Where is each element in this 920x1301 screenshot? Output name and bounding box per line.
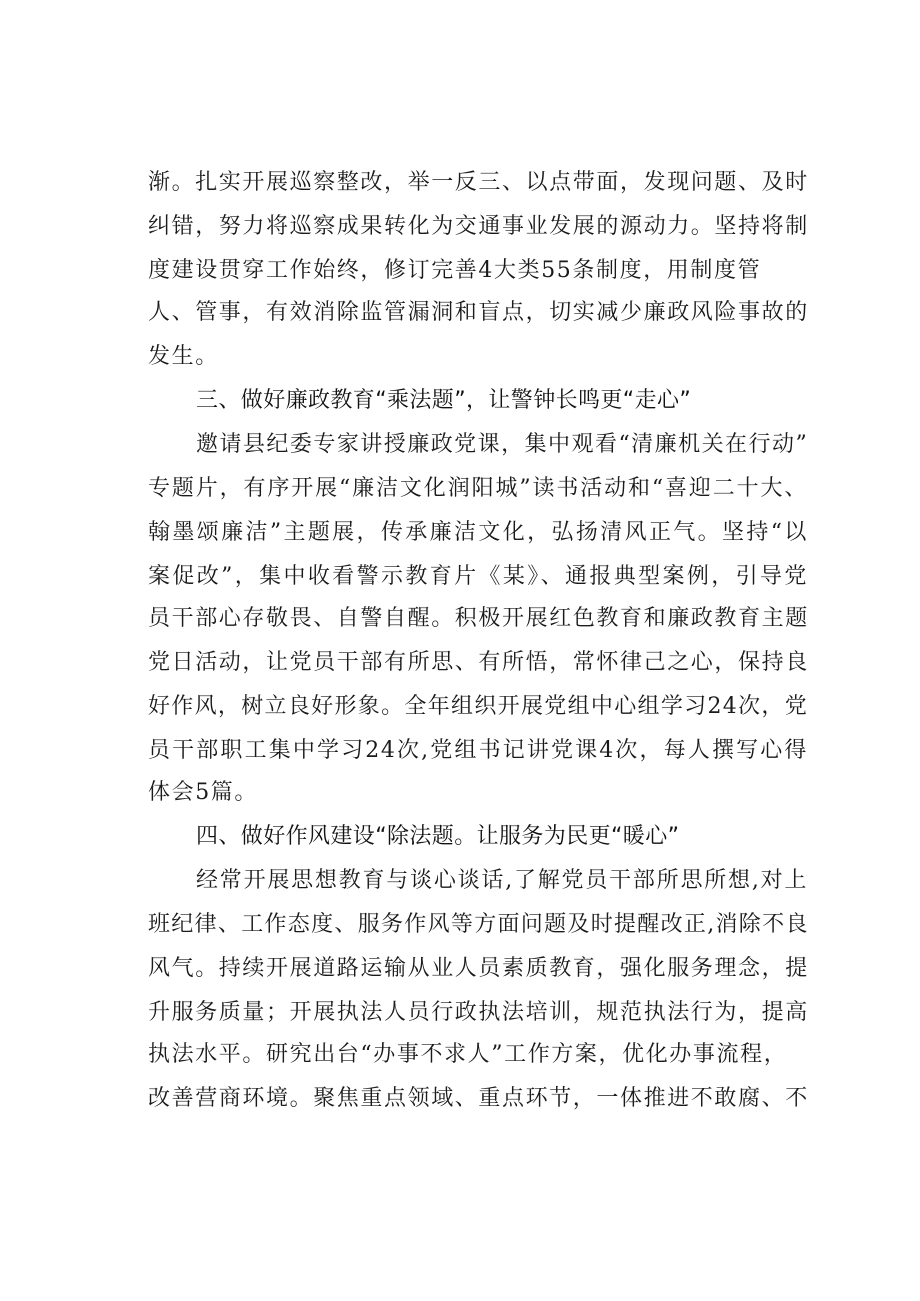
paragraph-line: 经常开展思想教育与谈心谈话,了解党员干部所思所想,对上 [196, 868, 808, 893]
paragraph-line: 员干部职工集中学习24次,党组书记讲党课4次，每人撰写心得 [148, 738, 808, 763]
paragraph-line: 邀请县纪委专家讲授廉政党课，集中观看“清廉机关在行动” [196, 432, 808, 457]
paragraph-line: 度建设贯穿工作始终，修订完善4大类55条制度，用制度管 [148, 258, 762, 283]
paragraph-line: 人、管事，有效消除监管漏洞和盲点，切实减少廉政风险事故的 [148, 300, 809, 325]
paragraph-line: 员干部心存敬畏、自警自醒。积极开展红色教育和廉政教育主题 [148, 606, 809, 631]
paragraph-line: 专题片，有序开展“廉洁文化润阳城”读书活动和“喜迎二十大、 [148, 476, 808, 501]
paragraph-line: 风气。持续开展道路运输从业人员素质教育，强化服务理念，提 [148, 956, 809, 981]
section-heading-3: 三、做好廉政教育“乘法题”，让警钟长鸣更“走心” [196, 388, 692, 413]
paragraph-line: 升服务质量；开展执法人员行政执法培训，规范执法行为，提高 [148, 1000, 809, 1025]
paragraph-line: 渐。扎实开展巡察整改，举一反三、以点带面，发现问题、及时 [148, 170, 809, 195]
paragraph-line: 发生。 [148, 344, 219, 369]
paragraph-line: 好作风，树立良好形象。全年组织开展党组中心组学习24次，党 [148, 694, 808, 719]
paragraph-line: 党日活动，让党员干部有所思、有所悟，常怀律己之心，保持良 [148, 650, 809, 675]
paragraph-line: 体会5篇。 [148, 780, 258, 805]
paragraph-line: 纠错，努力将巡察成果转化为交通事业发展的源动力。坚持将制 [148, 214, 809, 239]
paragraph-line: 案促改”，集中收看警示教育片《某》、通报典型案例，引导党 [148, 564, 808, 589]
section-heading-4: 四、做好作风建设“除法题。让服务为民更“暖心” [196, 824, 680, 849]
paragraph-line: 翰墨颂廉洁”主题展，传承廉洁文化，弘扬清风正气。坚持“以 [148, 520, 808, 545]
paragraph-line: 班纪律、工作态度、服务作风等方面问题及时提醒改正,消除不良 [148, 912, 809, 937]
paragraph-line: 改善营商环境。聚焦重点领域、重点环节，一体推进不敢腐、不 [148, 1086, 809, 1111]
paragraph-line: 执法水平。研究出台“办事不求人”工作方案，优化办事流程， [148, 1042, 788, 1067]
